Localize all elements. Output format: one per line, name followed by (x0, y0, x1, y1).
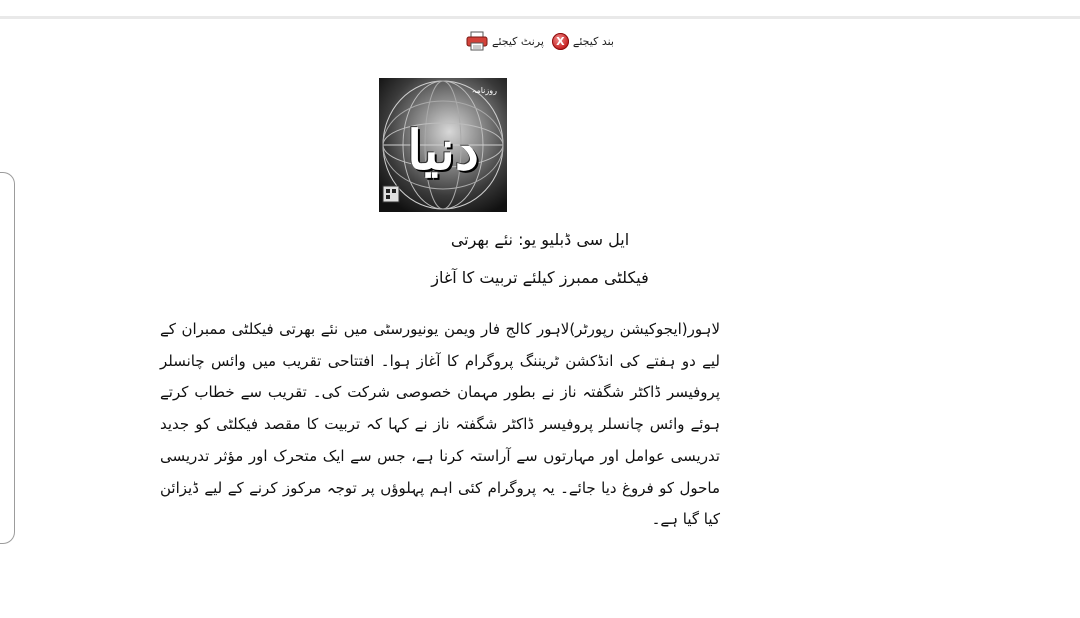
print-button[interactable] (466, 31, 544, 51)
logo-wordmark: دنیا (407, 118, 479, 182)
close-label: بند کیجئے (572, 34, 614, 48)
side-panel-edge (0, 172, 15, 544)
close-icon[interactable]: X (552, 33, 569, 50)
article-body: لاہور(ایجوکیشن رپورٹر)لاہور کالج فار ویمن یونیورسٹی میں نئے بھرتی فیکلٹی ممبران کے لیے دو ہفتے کی انڈکشن ٹریننگ پروگرام کا آغاز ہوا۔ افتتاحی تقریب میں وائس چانسلر پروفیسر ڈاکٹر شگفتہ ناز نے بطور مہمان خصوصی شرکت کی۔ تقریب سے خطاب کرتے ہوئے وائس چانسلر پروفیسر ڈاکٹر شگفتہ ناز نے کہا کہ تربیت کا مقصد فیکلٹی کو جدید تدریسی عوامل اور مہارتوں سے آراستہ کرنا ہے، جس سے ایک متحرک اور مؤثر تدریسی ماحول کو فروغ دیا جائے۔ یہ پروگرام کئی اہم پہلوؤں پر توجہ مرکوز کرنے کے لیے ڈیزائن کیا گیا ہے۔ (160, 320, 720, 529)
toolbar (0, 28, 1080, 54)
printer-icon[interactable] (466, 31, 488, 51)
print-label: پرنٹ کیجئے (492, 34, 544, 48)
article-subtitle: فیکلٹی ممبرز کیلئے تربیت کا آغاز (431, 268, 649, 287)
newspaper-logo (379, 78, 507, 212)
top-divider (0, 16, 1080, 19)
logo-caption: روزنامہ (471, 86, 497, 95)
close-button[interactable] (552, 33, 614, 50)
article-title: ایل سی ڈبلیو یو: نئے بھرتی (450, 230, 630, 249)
